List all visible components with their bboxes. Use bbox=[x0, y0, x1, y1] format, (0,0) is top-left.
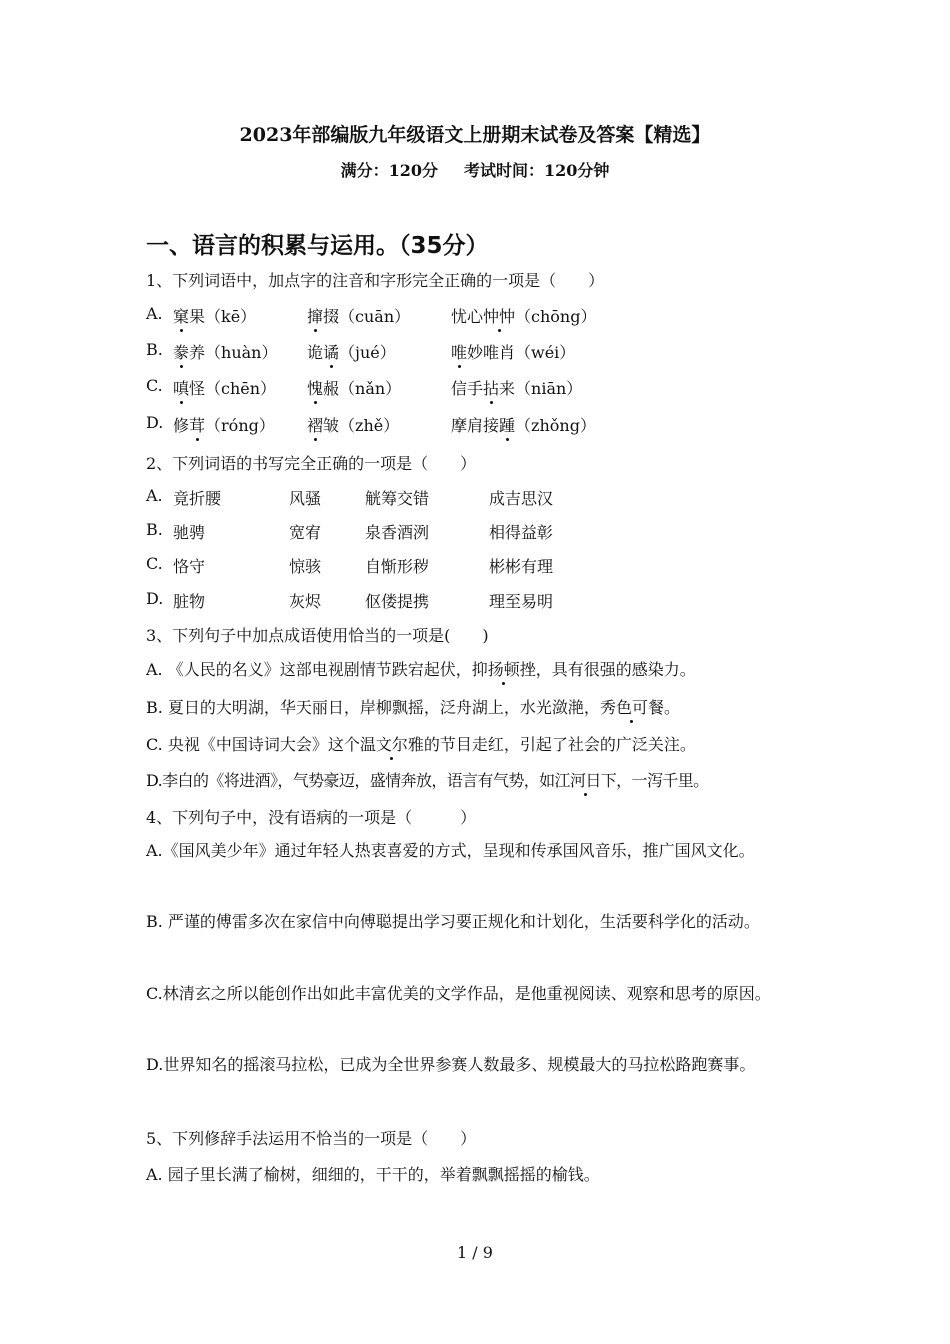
option-word: 自惭形秽 bbox=[365, 557, 430, 576]
dotted-idiom: 秀色可餐 bbox=[600, 695, 664, 718]
option-word: 惊骇 bbox=[289, 557, 322, 576]
option-label: D. bbox=[146, 413, 164, 432]
option-word: 摩肩接踵（zhǒng） bbox=[451, 413, 596, 436]
exam-info bbox=[0, 158, 950, 181]
page-title: 2023年部编版九年级语文上册期末试卷及答案【精选】 bbox=[239, 124, 711, 146]
dotted-char: 窠 bbox=[173, 304, 189, 327]
option-label: C. bbox=[146, 554, 163, 573]
option-word: 唯妙唯肖（wéi） bbox=[451, 340, 575, 363]
q4-option-a: A.《国风美少年》通过年轻人热衷喜爱的方式，呈现和传承国风音乐，推广国风文化。 bbox=[146, 841, 755, 860]
q4-option-d: D.世界知名的摇滚马拉松，已成为全世界参赛人数最多、规模最大的马拉松路跑赛事。 bbox=[146, 1055, 756, 1074]
q3-option-d: D.李白的《将进酒》，气势豪迈，盛情奔放，语言有气势，如江河日下，一泻千里。 bbox=[146, 768, 709, 791]
option-word: 恪守 bbox=[173, 557, 206, 576]
option-word: 竟折腰 bbox=[173, 489, 222, 508]
exam-time: 考试时间：120分钟 bbox=[464, 161, 610, 180]
option-word: 相得益彰 bbox=[489, 523, 554, 542]
option-word: 脏物 bbox=[173, 592, 206, 611]
dotted-char: 踵 bbox=[499, 413, 515, 436]
dotted-char: 茸 bbox=[189, 413, 205, 436]
option-word: 灰烬 bbox=[289, 592, 322, 611]
option-word: 宽宥 bbox=[289, 523, 322, 542]
option-word: 撺掇（cuān） bbox=[307, 304, 410, 327]
option-word: 忧心忡忡（chōng） bbox=[451, 304, 596, 327]
q3-option-c: C. 央视《中国诗词大会》这个温文尔雅的节目走红，引起了社会的广泛关注。 bbox=[146, 732, 696, 755]
dotted-idiom: 江河日下 bbox=[555, 768, 617, 791]
option-label: B. bbox=[146, 340, 163, 359]
option-word: 风骚 bbox=[289, 489, 322, 508]
q4-option-c: C.林清玄之所以能创作出如此丰富优美的文学作品，是他重视阅读、观察和思考的原因。 bbox=[146, 984, 771, 1003]
dotted-char: 拈 bbox=[483, 376, 499, 399]
dotted-char: 愧 bbox=[307, 376, 323, 399]
dotted-char: 唯 bbox=[451, 340, 467, 363]
option-word: 嗔怪（chēn） bbox=[173, 376, 276, 399]
option-word: 愧赧（nǎn） bbox=[307, 376, 401, 399]
option-word: 彬彬有理 bbox=[489, 557, 554, 576]
option-word: 褶皱（zhě） bbox=[307, 413, 399, 436]
option-word: 信手拈来（niān） bbox=[451, 376, 582, 399]
full-score: 满分：120分 bbox=[340, 161, 438, 180]
option-word: 驰骋 bbox=[173, 523, 206, 542]
dotted-char: 褶 bbox=[307, 413, 323, 436]
dotted-idiom: 抑扬顿挫 bbox=[472, 657, 536, 680]
option-word: 窠果（kē） bbox=[173, 304, 256, 327]
question-1-stem: 1、下列词语中，加点字的注音和字形完全正确的一项是（ ） bbox=[146, 271, 605, 290]
option-word: 觥筹交错 bbox=[365, 489, 430, 508]
option-word: 理至易明 bbox=[489, 592, 554, 611]
option-word: 泉香酒洌 bbox=[365, 523, 430, 542]
q3-option-b: B. 夏日的大明湖，华天丽日，岸柳飘摇，泛舟湖上，水光潋滟，秀色可餐。 bbox=[146, 695, 680, 718]
question-2-stem: 2、下列词语的书写完全正确的一项是（ ） bbox=[146, 454, 477, 473]
dotted-char: 忡忡 bbox=[483, 304, 515, 327]
q4-option-b: B. 严谨的傅雷多次在家信中向傅聪提出学习要正规化和计划化，生活要科学化的活动。 bbox=[146, 912, 760, 931]
option-label: D. bbox=[146, 589, 164, 608]
dotted-idiom: 温文尔雅 bbox=[360, 732, 424, 755]
dotted-char: 豢 bbox=[173, 340, 189, 363]
q5-option-a: A. 园子里长满了榆树，细细的，干干的，举着飘飘摇摇的榆钱。 bbox=[146, 1165, 600, 1184]
dotted-char: 谲 bbox=[323, 340, 339, 363]
q3-option-a: A. 《人民的名义》这部电视剧情节跌宕起伏，抑扬顿挫，具有很强的感染力。 bbox=[146, 657, 696, 680]
question-4-stem: 4、下列句子中，没有语病的一项是（ ） bbox=[146, 808, 477, 827]
dotted-char: 嗔 bbox=[173, 376, 189, 399]
option-word: 修茸（róng） bbox=[173, 413, 275, 436]
option-word: 成吉思汉 bbox=[489, 489, 554, 508]
question-3-stem: 3、下列句子中加点成语使用恰当的一项是( ) bbox=[146, 626, 489, 645]
option-label: A. bbox=[146, 486, 163, 505]
page-number: 1 / 9 bbox=[457, 1243, 493, 1262]
dotted-char: 撺 bbox=[307, 304, 323, 327]
option-label: A. bbox=[146, 304, 163, 323]
question-5-stem: 5、下列修辞手法运用不恰当的一项是（ ） bbox=[146, 1129, 477, 1148]
option-word: 伛偻提携 bbox=[365, 592, 430, 611]
option-label: C. bbox=[146, 376, 163, 395]
option-word: 诡谲（jué） bbox=[307, 340, 396, 363]
section-heading: 一、语言的积累与运用。（35分） bbox=[146, 233, 489, 259]
option-word: 豢养（huàn） bbox=[173, 340, 277, 363]
option-label: B. bbox=[146, 520, 163, 539]
